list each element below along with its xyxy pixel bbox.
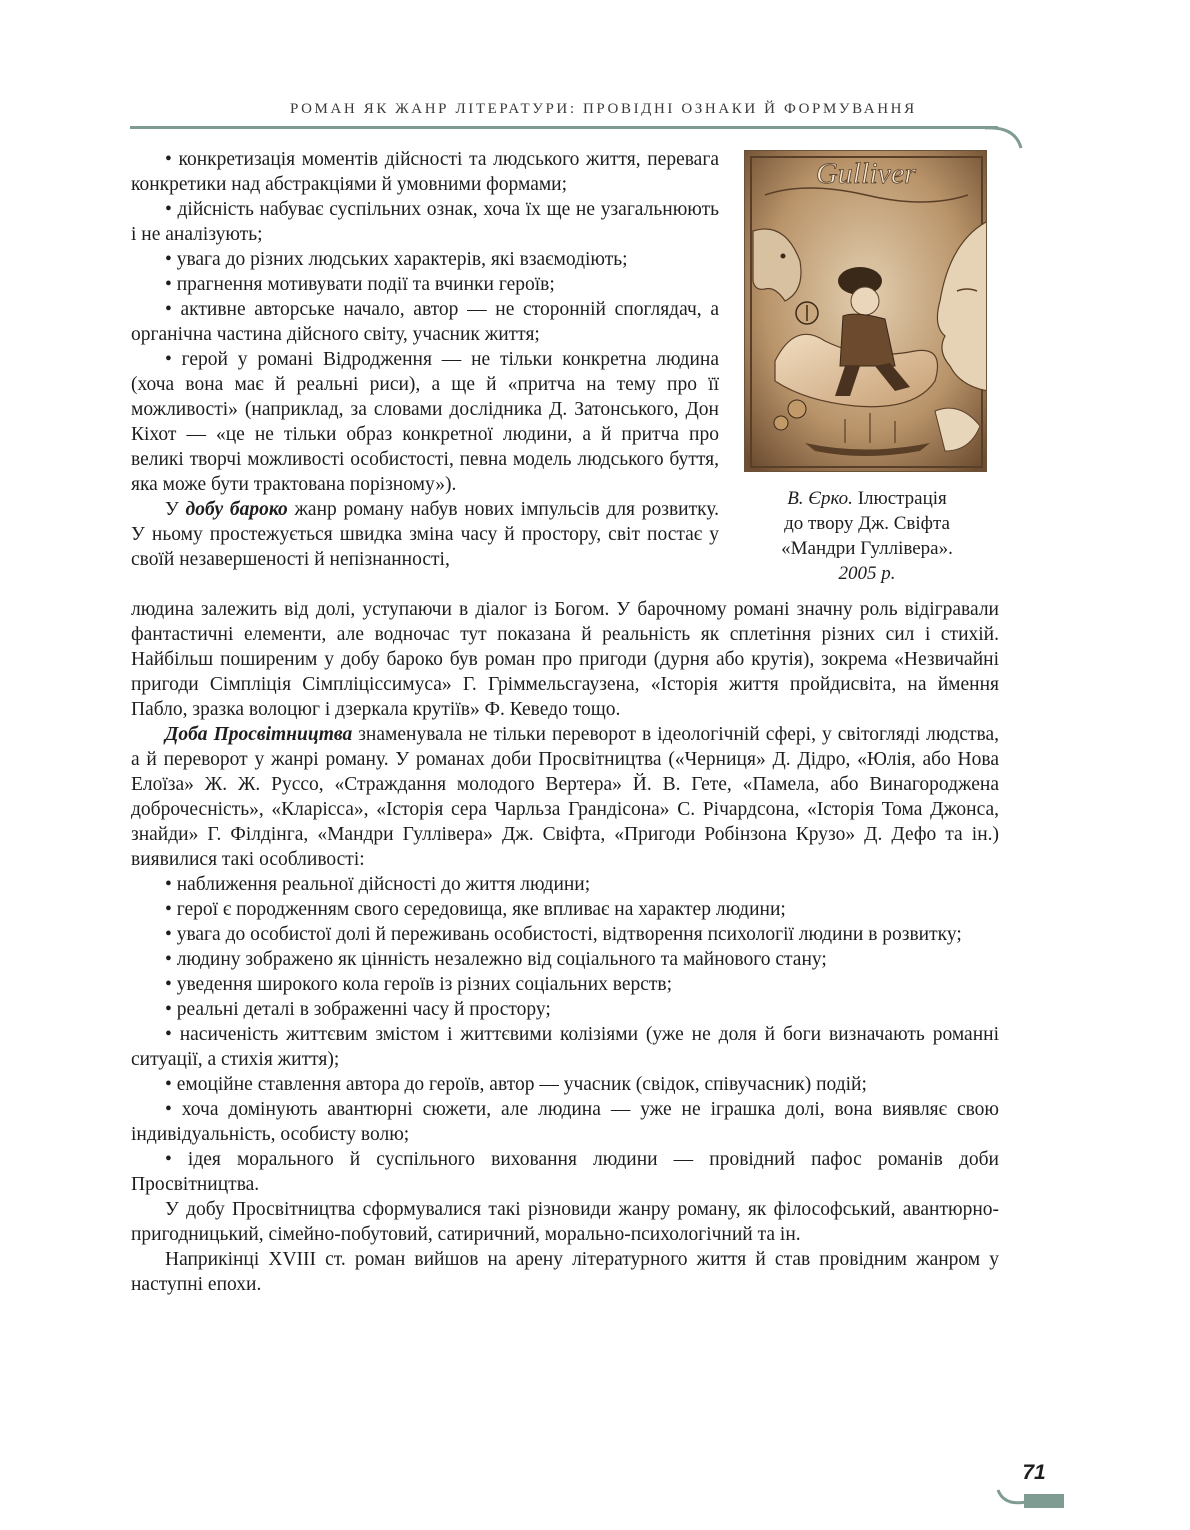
list-item: • насиченість життєвим змістом і життєвими колізіями (уже не доля й боги визначають романні ситуації, а стихія життя); [131,1024,999,1070]
list-item: • реальні деталі в зображенні часу й простору; [165,999,551,1020]
list-item: • конкретизація моментів дійсності та людського життя, перевага конкретики над абстракціями й умовними формами; [131,149,719,195]
term-enlightenment: Доба Просвітництва [165,724,353,745]
list-item: • увага до різних людських характерів, які взаємодіють; [165,249,628,270]
baroque-paragraph-continued: людина залежить від долі, уступаючи в діалог із Богом. У барочному романі значну роль відігравали фантастичні елементи, але водночас тут показана й реальність як сплетіння різних сил і стихій. Найбільш поширеним у добу бароко був роман про пригоди (дурня або крутія), зокрема «Незвичайні пригоди Сімпліція Сімпліціссимуса» Г. Гріммельсгаузена, «Історія життя пройдисвіта, на ймення Пабло, зразка волоцюг і дзеркала крутіїв» Ф. Кеведо тощо. [131,599,999,720]
baroque-paragraph: У добу бароко жанр роману набув нових імпульсів для розвитку. У ньому простежується швидка зміна часу й простору, світ постає у своїй незавершеності й непізнанності, [131,499,719,570]
running-head: РОМАН ЯК ЖАНР ЛІТЕРАТУРИ: ПРОВІДНІ ОЗНАКИ Й ФОРМУВАННЯ [290,101,917,117]
header-rule-curve [985,126,1023,150]
main-column [131,597,999,1297]
enlightenment-paragraph: Доба Просвітництва знаменувала не тільки переворот в ідеологічній сфері, у світогляді людства, а й переворот у жанрі роману. У романах доби Просвітництва («Черниця» Д. Дідро, «Юлія, або Нова Елоїза» Ж. Ж. Руссо, «Страждання молодого Вертера» Й. В. Гете, «Памела, або Винагороджена доброчесність», «Кларісса», «Історія сера Чарльза Грандісона» С. Річардсона, «Історія Тома Джонса, знайди» Г. Філдінга, «Мандри Гуллівера» Дж. Свіфта, «Пригоди Робінзона Крузо» Д. Дефо та ін.) виявилися такі особливості: [131,724,999,870]
page-number: 71 [1022,1461,1046,1484]
list-item: • активне авторське начало, автор — не сторонній споглядач, а органічна частина дійсного світу, учасник життя; [131,299,719,345]
list-item: • наближення реальної дійсності до життя людини; [165,874,591,895]
footer-bar [1024,1494,1064,1508]
list-item: • людину зображено як цінність незалежно від соціального та майнового стану; [165,949,827,970]
list-item: • герої є породженням свого середовища, яке впливає на характер людини; [165,899,786,920]
header-rule [130,126,998,129]
illustration-image [745,151,987,472]
list-item: • емоційне ставлення автора до героїв, автор — учасник (свідок, співучасник) подій; [165,1074,867,1095]
caption-author: В. Єрко. [787,488,853,509]
caption-year: 2005 р. [838,563,896,584]
term-baroque: добу бароко [185,499,288,520]
list-item: • герой у романі Відродження — не тільки конкретна людина (хоча вона має й реальні риси), а ще й «притча на тему про її можливості» (наприклад, за словами дослідника Д. Затонського, Дон Кіхот — «це не тільки образ конкретної людини, а й притча про великі творчі можливості особистості, певна модель людського буття, яка може бути трактована порізному»). [131,349,719,495]
list-item: • хоча домінують авантюрні сюжети, але людина — уже не іграшка долі, вона виявляє свою індивідуальність, особисту волю; [131,1099,999,1145]
list-item: • дійсність набуває суспільних ознак, хоча їх ще не узагальнюють і не аналізують; [131,199,719,245]
illustration-lettering: Gulliver [816,157,916,190]
gulliver-illustration [744,150,987,472]
illustration-caption: В. Єрко. Ілюстрація до твору Дж. Свіфта «Мандри Гуллівера». 2005 р. [752,486,982,586]
closing-paragraph: Наприкінці XVIII ст. роман вийшов на арену літературного життя й став провідним жанром у наступні епохи. [131,1249,999,1295]
list-item: • увага до особистої долі й переживань особистості, відтворення психології людини в розвитку; [165,924,962,945]
list-item: • прагнення мотивувати події та вчинки героїв; [165,274,555,295]
top-column [131,147,719,572]
list-item: • уведення широкого кола героїв із різних соціальних верств; [165,974,673,995]
list-item: • ідея морального й суспільного виховання людини — провідний пафос романів доби Просвітництва. [131,1149,999,1195]
closing-paragraph: У добу Просвітництва сформувалися такі різновиди жанру роману, як філософський, авантюрно-пригодницький, сімейно-побутовий, сатиричний, морально-психологічний та ін. [131,1199,999,1245]
